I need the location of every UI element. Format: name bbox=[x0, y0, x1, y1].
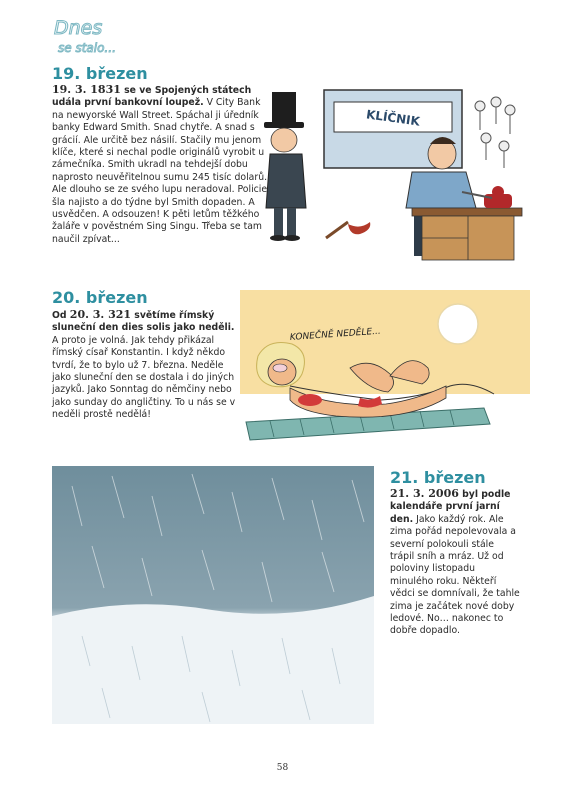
logo-line2: se stalo... bbox=[58, 41, 116, 55]
body-19-brezen: V City Bank na newyorské Wall Street. Spáchal ji úředník banky Edward Smith. Snad chytře. A snad s grácií. Ale určitě bez násilí. Stačily mu jenom klíče, které si nechal podle originálů vyrobit u zámečníka. Smith ukradl na tehdejší dobu naprosto neuvěřitelnou sumu 245 tisíc dolarů. Ale dlouho se ze svého lupu neradoval. Policie šla najisto a do týdne byl Smith dopaden. A usvědčen. A odsouzen! K pěti letům těžkého žaláře v pověstném Sing Singu. Třeba se tam naučil zpívat... bbox=[52, 97, 268, 245]
lead-19-brezen: se ve Spojených státech udála první bankovní loupež. bbox=[52, 85, 252, 109]
page-number: 58 bbox=[276, 763, 289, 773]
text-20-brezen bbox=[52, 309, 236, 422]
date-21-3-2006: 21. 3. 2006 bbox=[390, 487, 459, 500]
locksmith-illustration bbox=[262, 88, 524, 266]
shop-sign-text: KLÍČNIK bbox=[365, 107, 421, 129]
body-20-brezen: A proto je volná. Jak tehdy přikázal římský císař Konstantin. I když někdo tvrdí, že to bylo už 7. března. Neděle jako sluneční den se dostala i do jiných jazyků. Jako Sonntag do němčiny nebo jako sunday do angličtiny. To u nás se v neděli prostě nedělá! bbox=[52, 334, 236, 421]
date-20-3-321: 20. 3. 321 bbox=[69, 308, 132, 321]
heading-21-brezen: 21. březen bbox=[390, 468, 486, 487]
logo-line1: Dnes bbox=[54, 17, 103, 39]
body-21-brezen: Jako každý rok. Ale zima pořád nepolevovala a severní polokouli stále trápil sníh a mráz. Už od poloviny listopadu minulého roku. Někteří vědci se domnívali, že tahle zima je začátek nové doby ledové. No… nakonec to dobře dopadlo. bbox=[390, 513, 520, 637]
date-19-3-1831: 19. 3. 1831 bbox=[52, 83, 121, 96]
text-19-brezen bbox=[52, 84, 274, 246]
lead-20-brezen: světíme římský sluneční den dies solis jako neděli. bbox=[52, 310, 235, 334]
speech-bubble-text: KONEČNĚ NEDĚLE... bbox=[289, 326, 382, 343]
lead-21-brezen: byl podle kalendáře první jarní den. bbox=[390, 489, 511, 525]
snowstorm-illustration bbox=[52, 466, 374, 724]
heading-19-brezen: 19. březen bbox=[52, 64, 148, 83]
lead-label-20: Od bbox=[52, 310, 70, 321]
text-21-brezen bbox=[390, 488, 520, 638]
heading-20-brezen: 20. březen bbox=[52, 288, 148, 307]
dnes-se-stalo-logo bbox=[52, 14, 132, 58]
sunbathing-illustration bbox=[240, 290, 530, 442]
